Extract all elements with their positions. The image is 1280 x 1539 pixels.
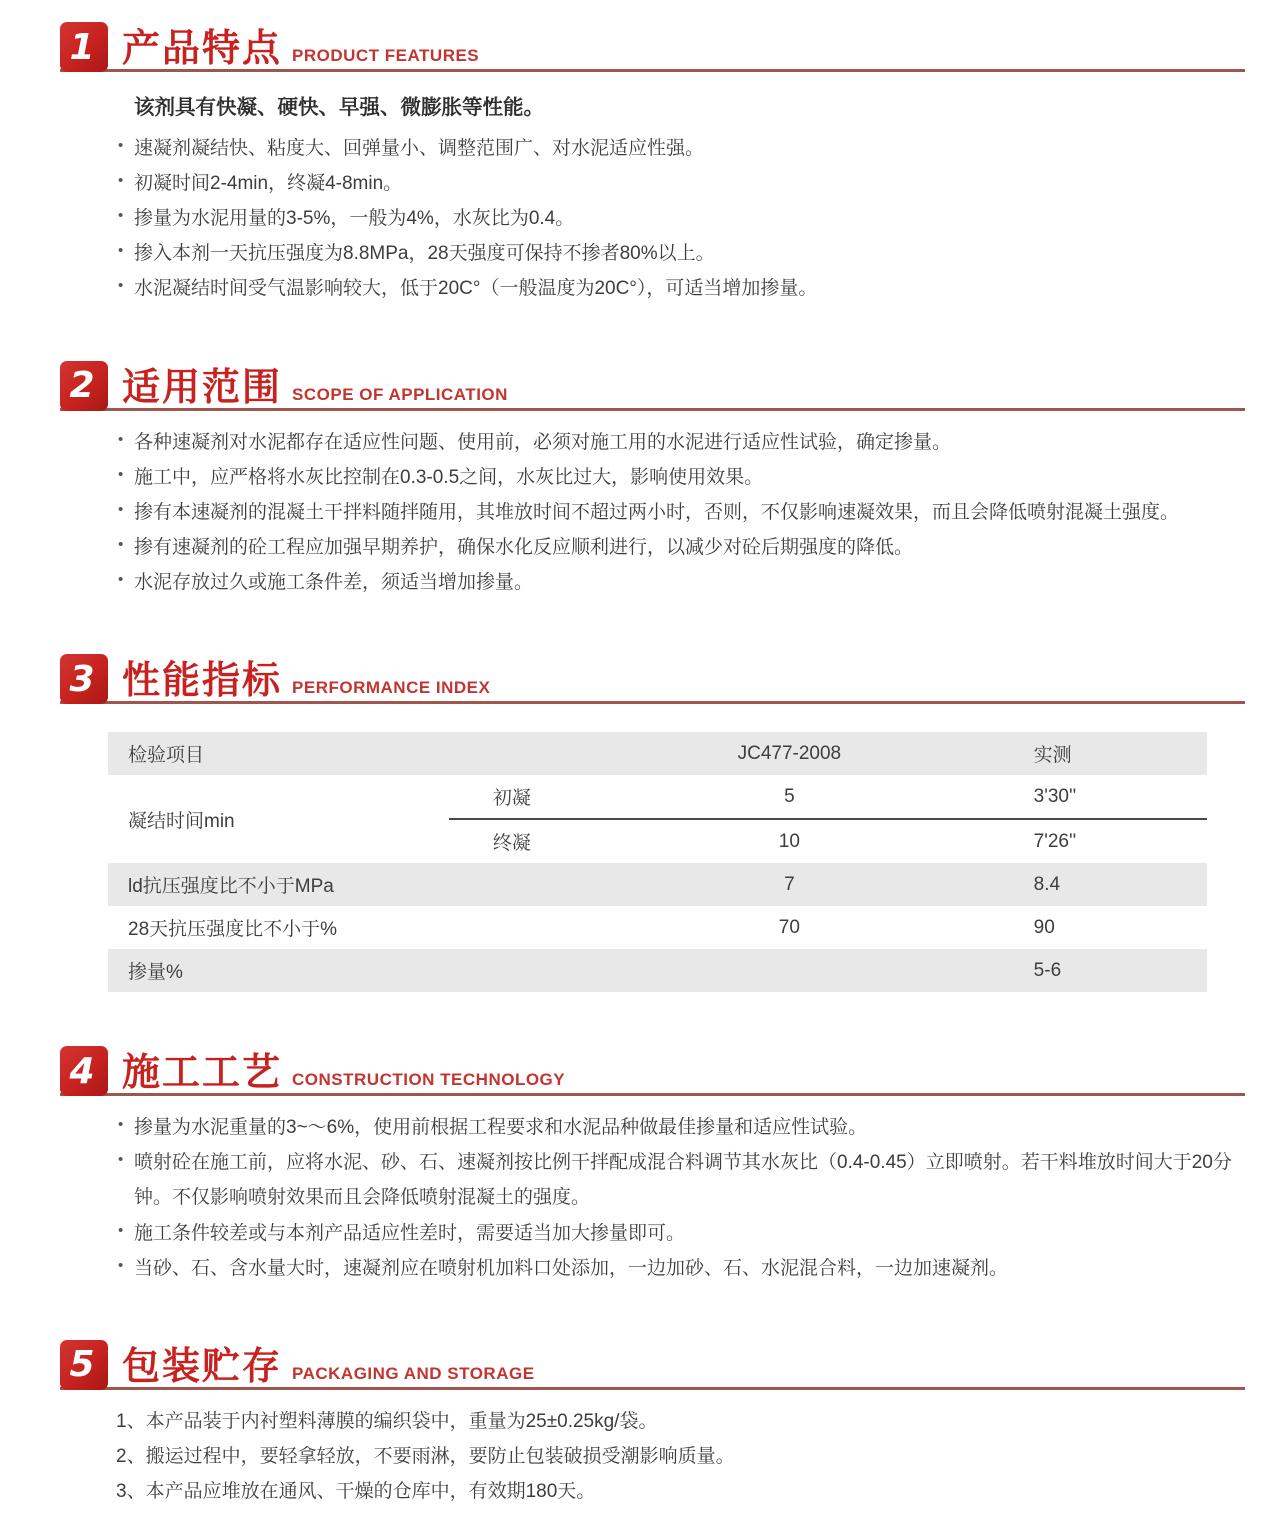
section-number-badge (60, 1340, 108, 1390)
section-header (60, 359, 1245, 411)
section-title-en: PERFORMANCE INDEX (292, 678, 491, 698)
section-title-en: PRODUCT FEATURES (292, 46, 480, 65)
header-empty (449, 732, 575, 775)
cell-label: ld抗压强度比不小于MPa (108, 863, 575, 906)
bullet-item: • 掺量为水泥用量的3-5%，一般为4%，水灰比为0.4。 (116, 201, 1235, 236)
cell-label: 28天抗压强度比不小于% (128, 919, 338, 941)
cell-measured-value: 3'30'' (1004, 775, 1207, 819)
bullet-list (116, 131, 1235, 307)
numbered-item: 2、搬运过程中，要轻拿轻放，不要雨淋，要防止包装破损受潮影响质量。 (116, 1446, 735, 1468)
numbered-item: 1、本产品装于内衬塑料薄膜的编织袋中，重量为25±0.25kg/袋。 (116, 1410, 658, 1432)
section-number: 3 (69, 658, 95, 700)
bullet-item: • 掺入本剂一天抗压强度为8.8MPa，28天强度可保持不掺者80%以上。 (116, 236, 1235, 271)
section-title-cn: 性能指标 (122, 660, 283, 703)
cell-measured-value: 7'26'' (1033, 830, 1077, 852)
bullet-item: • 掺有本速凝剂的混凝土干拌料随拌随用，其堆放时间不超过两小时，否则，不仅影响速凝效果，而且会降低喷射混凝土强度。 (116, 495, 1235, 530)
cell-measured-value: 90 (1033, 916, 1055, 938)
bullet-item: • 施工中，应严格将水灰比控制在0.3-0.5之间，水灰比过大，影响使用效果。 (116, 460, 1235, 495)
section-construction-technology (60, 1044, 1245, 1286)
section-body (60, 1390, 1245, 1509)
numbered-item: 3、本产品应堆放在通风、干燥的仓库中，有效期180天。 (116, 1481, 596, 1503)
section-header (60, 652, 1245, 704)
cell-group-label: 凝结时间min (128, 810, 235, 832)
section-title-en: PACKAGING AND STORAGE (292, 1363, 535, 1383)
section-number: 5 (69, 1344, 95, 1386)
cell-standard-value: 10 (778, 830, 800, 852)
section-number: 1 (69, 26, 95, 68)
bullet-item: • 喷射砼在施工前，应将水泥、砂、石、速凝剂按比例干拌配成混合料调节其水灰比（0.4-0.45）立即喷射。若干料堆放时间大于20分钟。不仅影响喷射效果而且会降低喷射混凝土的强度。 (116, 1145, 1235, 1215)
header-measured: 实测 (1004, 732, 1207, 775)
section-title-cn: 施工工艺 (122, 1052, 283, 1095)
cell-standard-value: 7 (575, 863, 1004, 906)
cell-measured-value: 5-6 (1004, 949, 1207, 992)
section-body (60, 1096, 1245, 1286)
bullet-item: • 各种速凝剂对水泥都存在适应性问题、使用前，必须对施工用的水泥进行适应性试验，确定掺量。 (116, 425, 1235, 460)
table-row-1d-strength (108, 863, 1207, 906)
bullet-item: • 掺有速凝剂的砼工程应加强早期养护，确保水化反应顺利进行，以减少对砼后期强度的降低。 (116, 530, 1235, 565)
section-body (60, 411, 1245, 601)
intro-line: 该剂具有快凝、硬快、早强、微膨胀等性能。 (134, 96, 544, 119)
section-product-features (60, 20, 1245, 307)
performance-table (108, 732, 1207, 992)
cell-standard-value: 5 (575, 775, 1004, 819)
bullet-list (116, 1110, 1235, 1286)
section-header (60, 1044, 1245, 1096)
cell-standard-value (575, 949, 1004, 992)
section-number: 2 (69, 365, 95, 406)
table-row-28d-strength (108, 906, 1207, 949)
cell-standard-value: 70 (778, 916, 800, 938)
section-number-badge (60, 22, 108, 72)
cell-label: 掺量% (108, 949, 575, 992)
performance-table-wrap (60, 704, 1245, 992)
table-header-row (108, 732, 1207, 775)
table-row-setting-initial (108, 775, 1207, 819)
bullet-item: • 施工条件较差或与本剂产品适应性差时，需要适当加大掺量即可。 (116, 1216, 1235, 1251)
bullet-item: • 当砂、石、含水量大时，速凝剂应在喷射机加料口处添加，一边加砂、石、水泥混合料，一边加速凝剂。 (116, 1251, 1235, 1286)
bullet-item: • 速凝剂凝结快、粘度大、回弹量小、调整范围广、对水泥适应性强。 (116, 131, 1235, 166)
section-title-cn: 适用范围 (122, 366, 283, 409)
section-number-badge (60, 1046, 108, 1096)
section-title-en: SCOPE OF APPLICATION (292, 384, 508, 404)
bullet-item: • 水泥存放过久或施工条件差，须适当增加掺量。 (116, 565, 1235, 600)
section-packaging-storage (60, 1338, 1245, 1509)
section-title-en: CONSTRUCTION TECHNOLOGY (292, 1070, 566, 1090)
section-scope-of-application (60, 359, 1245, 601)
section-number-badge (60, 654, 108, 704)
section-header (60, 1338, 1245, 1390)
cell-sub-label: 初凝 (449, 775, 575, 819)
section-body (60, 72, 1245, 307)
header-test-item: 检验项目 (108, 732, 449, 775)
section-title-cn: 产品特点 (122, 28, 283, 70)
section-header (60, 20, 1245, 72)
header-standard: JC477-2008 (575, 732, 1004, 775)
bullet-item: • 掺量为水泥重量的3~～6%，使用前根据工程要求和水泥品种做最佳掺量和适应性试验。 (116, 1110, 1235, 1145)
bullet-item: • 初凝时间2-4min，终凝4-8min。 (116, 166, 1235, 201)
cell-measured-value: 8.4 (1004, 863, 1207, 906)
table-row-dosage (108, 949, 1207, 992)
section-number-badge (60, 361, 108, 411)
bullet-item: • 水泥凝结时间受气温影响较大，低于20C°（一般温度为20C°），可适当增加掺量。 (116, 271, 1235, 306)
cell-sub-label: 终凝 (492, 833, 531, 855)
section-title-cn: 包装贮存 (122, 1345, 283, 1388)
bullet-list (116, 425, 1235, 601)
section-number: 4 (69, 1050, 95, 1092)
section-performance-index (60, 652, 1245, 992)
